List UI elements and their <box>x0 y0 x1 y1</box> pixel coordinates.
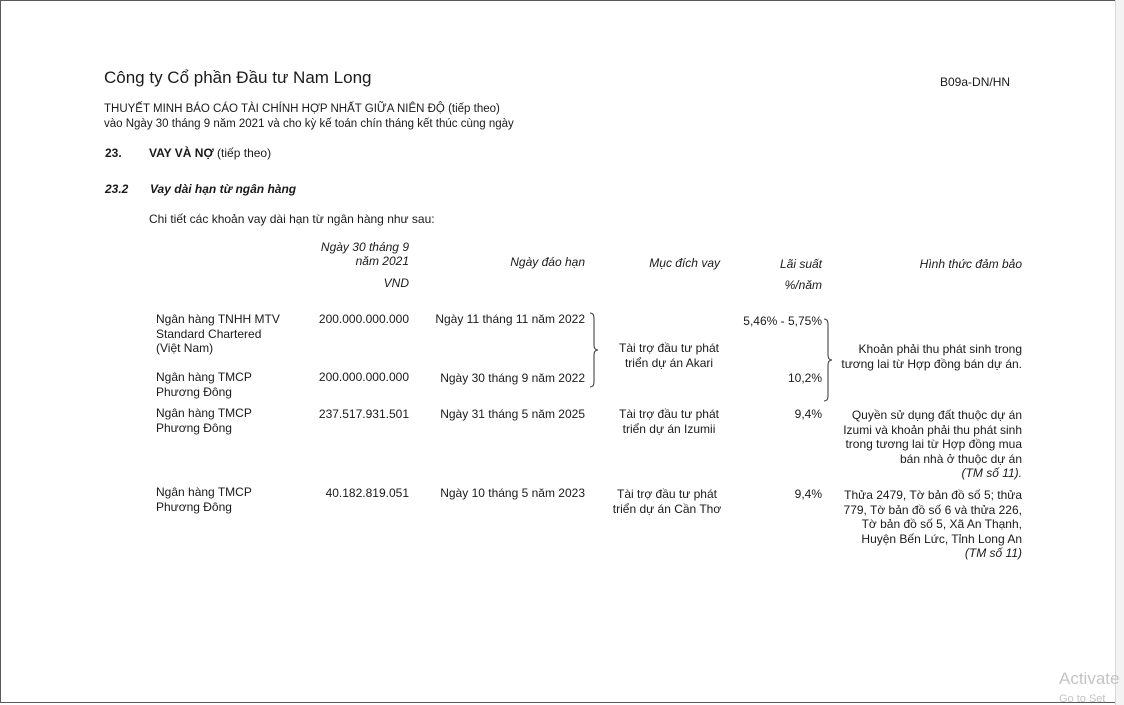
header-collateral: Hình thức đảm bảo <box>919 257 1022 271</box>
row2-maturity: Ngày 30 tháng 9 năm 2022 <box>440 371 585 385</box>
row4-amount: 40.182.819.051 <box>325 486 409 500</box>
brace-right-maturity <box>588 312 602 388</box>
brace-right-rate <box>822 318 836 402</box>
row1-bank: Ngân hàng TNHH MTV Standard Chartered (Việt Nam) <box>156 312 280 355</box>
intro-text: Chi tiết các khoản vay dài hạn từ ngân hàng như sau: <box>149 212 435 226</box>
subsection-title: Vay dài hạn từ ngân hàng <box>150 182 297 196</box>
row3-purpose: Tài trợ đầu tư phát triển dự án Izumii <box>619 407 719 436</box>
row4-bank: Ngân hàng TMCP Phương Đông <box>156 485 252 514</box>
row3-rate: 9,4% <box>794 407 822 421</box>
section-title-main: VAY VÀ NỢ <box>149 146 214 160</box>
form-code: B09a-DN/HN <box>940 75 1011 89</box>
header-maturity: Ngày đáo hạn <box>510 255 585 269</box>
row3-maturity: Ngày 31 tháng 5 năm 2025 <box>440 407 585 421</box>
row4-purpose: Tài trợ đầu tư phát triển dự án Cần Thơ <box>612 487 722 516</box>
group-collateral: Khoản phải thu phát sinh trong tương lai từ Hợp đồng bán dự án. <box>841 342 1022 371</box>
header-purpose: Mục đích vay <box>649 256 720 270</box>
header-rate: Lãi suất <box>779 257 822 271</box>
row4-collateral-note: (TM số 11) <box>964 546 1022 560</box>
row1-maturity: Ngày 11 tháng 11 năm 2022 <box>435 312 585 326</box>
section-number: 23. <box>105 146 122 160</box>
row2-amount: 200.000.000.000 <box>318 370 409 384</box>
row3-collateral-note: (TM số 11). <box>961 466 1022 480</box>
report-title: THUYẾT MINH BÁO CÁO TÀI CHÍNH HỢP NHẤT GIỮA NIÊN ĐỘ (tiếp theo) <box>104 103 500 115</box>
row2-rate: 10,2% <box>787 371 822 385</box>
company-name: Công ty Cổ phần Đầu tư Nam Long <box>104 68 372 87</box>
row3-amount: 237.517.931.501 <box>318 407 409 421</box>
row3-bank: Ngân hàng TMCP Phương Đông <box>156 406 252 435</box>
activation-watermark-sub: Go to Set <box>1059 693 1106 705</box>
unit-vnd: VND <box>383 276 409 290</box>
row2-bank: Ngân hàng TMCP Phương Đông <box>156 370 252 399</box>
row1-rate: 5,46% - 5,75% <box>743 314 822 328</box>
subsection-number: 23.2 <box>105 182 129 196</box>
section-title-suffix: (tiếp theo) <box>213 146 272 160</box>
unit-rate: %/năm <box>784 278 822 292</box>
group-purpose: Tài trợ đầu tư phát triển dự án Akari <box>619 341 719 370</box>
row4-maturity: Ngày 10 tháng 5 năm 2023 <box>440 486 585 500</box>
row4-collateral: Thửa 2479, Tờ bản đồ số 5; thửa 779, Tờ bản đồ số 6 và thửa 226, Tờ bản đồ số 5, Xã An Thạnh, Huyện Bến Lức, Tỉnh Long An <box>843 488 1022 546</box>
scrollbar[interactable] <box>1115 0 1124 705</box>
row1-amount: 200.000.000.000 <box>318 312 409 326</box>
report-period: vào Ngày 30 tháng 9 năm 2021 và cho kỳ kế toán chín tháng kết thúc cùng ngày <box>104 118 514 130</box>
activation-watermark: Activate <box>1059 669 1120 688</box>
row3-collateral: Quyền sử dụng đất thuộc dự án Izumi và khoản phải thu phát sinh trong tương lai từ Hợp đồng mua bán nhà ở thuộc dự án <box>843 408 1022 466</box>
section-title <box>149 146 271 160</box>
row4-rate: 9,4% <box>794 487 822 501</box>
header-date: Ngày 30 tháng 9 năm 2021 <box>320 240 409 268</box>
